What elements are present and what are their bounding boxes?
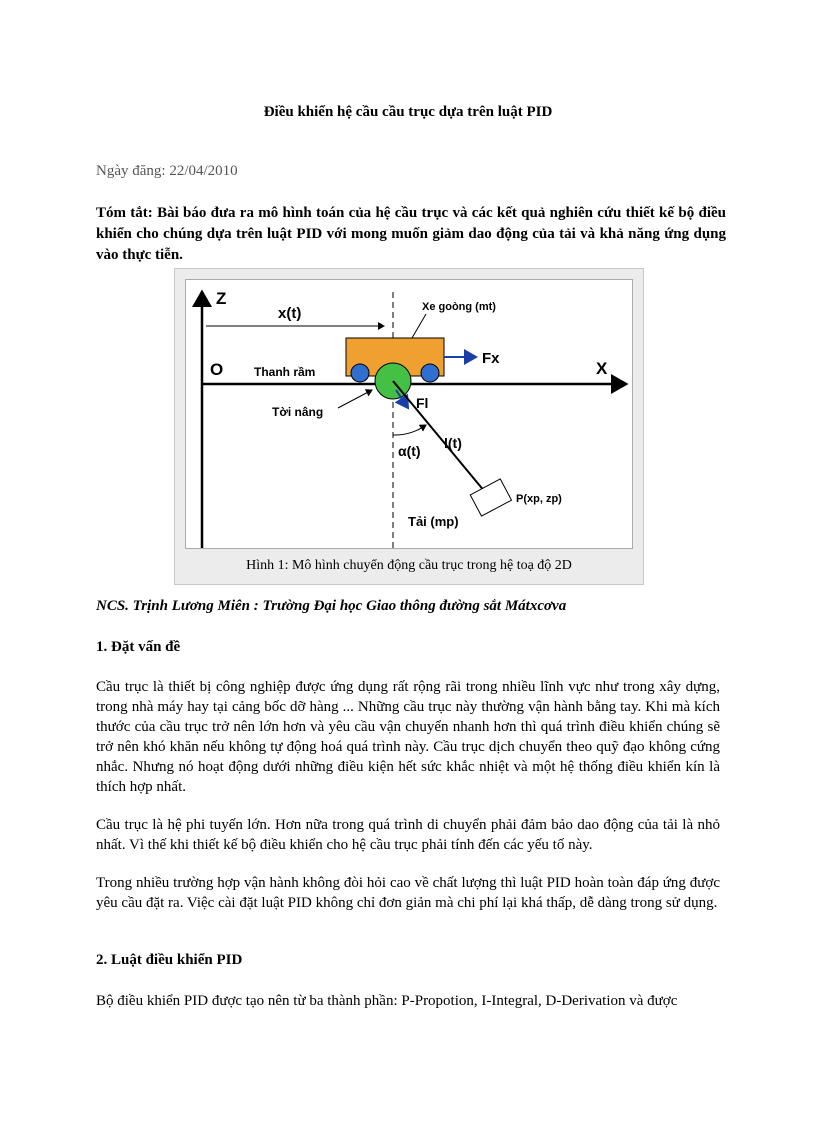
figure-crane-model — [174, 268, 644, 585]
fl-label: Fl — [416, 395, 429, 411]
x-axis-label: X — [596, 359, 608, 378]
angle-label: α(t) — [398, 443, 421, 459]
page-title: Điều khiển hệ cầu cầu trục dựa trên luật PID — [263, 104, 553, 120]
trolley-wheel-right — [421, 364, 439, 382]
section-1-heading: 1. Đặt vấn đề — [96, 639, 181, 655]
cable-length-label: l(t) — [444, 435, 462, 451]
xt-label: x(t) — [278, 305, 302, 322]
winch-leader — [338, 390, 372, 408]
section-1-paragraph: Cầu trục là hệ phi tuyến lớn. Hơn nữa trong quá trình di chuyển phải đảm bảo dao động của tải là nhỏ nhất. Vì thế khi thiết kế bộ điều khiển cho hệ cầu trục phải tính đến các yếu tố này. — [96, 817, 720, 853]
z-label: Z — [216, 289, 227, 308]
trolley-leader — [412, 314, 426, 338]
section-1-paragraph: Cầu trục là thiết bị công nghiệp được ứng dụng rất rộng rãi trong nhiều lĩnh vực như trong xây dựng, trong nhà máy hay tại cảng bốc dỡ hàng ... Những cầu trục này thường vận hành bằng tay. Khi mà kích thước của cầu trục trở nên lớn hơn và yêu cầu vận chuyển nhanh hơn thì quá trình điều khiển chúng sẽ trở nên khó khăn nếu không tự động hoá quá trình này. Cầu trục dịch chuyển theo quỹ đạo không cứng nhắc. Nhưng nó hoạt động dưới những điều kiện hết sức khắc nhiệt và một hệ thống điều khiển kín là thích hợp nhất. — [96, 679, 720, 795]
figure-caption: Hình 1: Mô hình chuyển động cầu trục trong hệ toạ độ 2D — [246, 558, 572, 573]
winch-label: Tời nâng — [272, 405, 324, 419]
origin-label: O — [210, 360, 224, 379]
figure-diagram — [185, 279, 633, 549]
crane-diagram — [186, 280, 632, 548]
publish-date: Ngày đăng: 22/04/2010 — [96, 163, 238, 179]
fx-label: Fx — [482, 350, 500, 367]
abstract: Tóm tắt: Bài báo đưa ra mô hình toán của hệ cầu trục và các kết quả nghiên cứu thiết kế bộ điều khiển cho chúng dựa trên luật PID với mong muốn giảm dao động của tải và khả năng ứng dụng vào thực tiễn. — [96, 205, 726, 263]
load-box — [470, 479, 511, 516]
section-2-heading: 2. Luật điều khiển PID — [96, 952, 243, 968]
trolley-label: Xe goòng (mt) — [422, 301, 496, 313]
cable — [393, 381, 490, 498]
point-label: P(xp, zp) — [516, 493, 562, 505]
load-label: Tải (mp) — [408, 514, 459, 529]
trolley-wheel-left — [351, 364, 369, 382]
angle-arc — [393, 425, 426, 435]
angle-arrow — [418, 425, 426, 430]
author-line: NCS. Trịnh Lương Miên : Trường Đại học Giao thông đường sắt Mátxcơva — [96, 598, 567, 614]
section-2-paragraph: Bộ điều khiển PID được tạo nên từ ba thành phần: P-Propotion, I-Integral, D-Derivation và được — [96, 993, 678, 1009]
rail-label: Thanh rầm — [254, 365, 316, 379]
section-1-paragraph: Trong nhiều trường hợp vận hành không đòi hỏi cao về chất lượng thì luật PID hoàn toàn đáp ứng được yêu cầu đặt ra. Việc cài đặt luật PID không chỉ đơn giản mà chi phí lại khá thấp, dễ dàng trong sử dụng. — [96, 875, 720, 911]
